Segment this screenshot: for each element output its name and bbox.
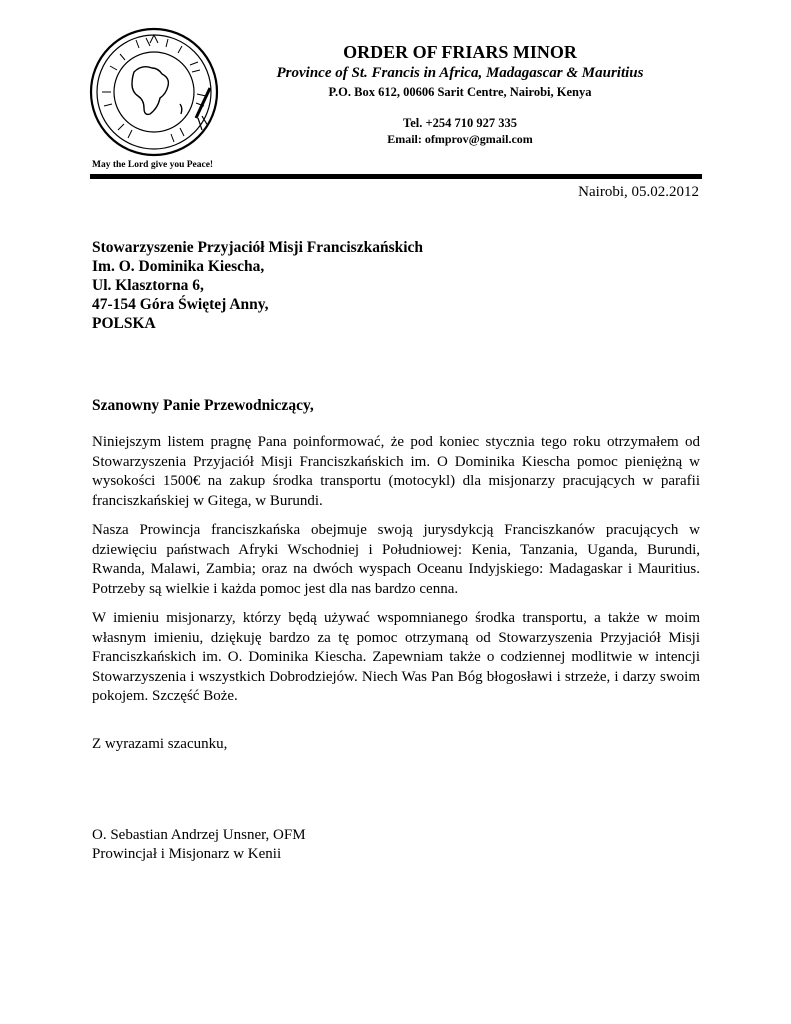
recipient-line: Stowarzyszenie Przyjaciół Misji Franciszkańskich <box>92 239 424 256</box>
recipient-line: Im. O. Dominika Kiescha, <box>92 258 265 275</box>
signer-title: Prowincjał i Misjonarz w Kenii <box>92 846 282 862</box>
body-paragraph: Niniejszym listem pragnę Pana poinformować, że pod koniec stycznia tego roku otrzymałem od Stowarzyszenia Przyjaciół Misji Franciszkańskich im. O Dominika Kiescha pomoc pieniężną w wysokości 1500€ na zakup środka transportu (motocykl) dla misjonarzy pracujących w parafii franciszkańskiej w Gitega, w Burundi. <box>92 434 700 509</box>
body-paragraph: W imieniu misjonarzy, którzy będą używać wspomnianego środka transportu, a także w moim własnym imieniu, dziękuję bardzo za tę pomoc otrzymaną od Stowarzyszenia Przyjaciół Misji Franciszkańskich im. O. Dominika Kiescha. Zapewniam także o codziennej modlitwie w intencji Stowarzyszenia i wszystkich Dobrodziejów. Niech Was Pan Bóg błogosławi i strzeże, i darzy swoim pokojem. Szczęść Boże. <box>92 610 700 704</box>
recipient-line: Ul. Klasztorna 6, <box>92 277 204 294</box>
header-divider <box>90 174 702 179</box>
body-paragraph: Nasza Prowincja franciszkańska obejmuje swoją jurysdykcją Franciszkanów pracujących w dziewięciu państwach Afryki Wschodniej i Południowej: Kenia, Tanzania, Uganda, Burundi, Rwanda, Malawi, Zambia; oraz na dwóch wyspach Oceanu Indyjskiego: Madagaskar i Mauritius. Potrzeby są wielkie i każda pomoc jest dla nas bardzo cenna. <box>92 522 700 597</box>
telephone: Tel. +254 710 927 335 <box>403 116 517 130</box>
salutation: Szanowny Panie Przewodniczący, <box>92 397 314 414</box>
recipient-line: POLSKA <box>92 315 156 332</box>
province-name: Province of St. Francis in Africa, Madagascar & Mauritius <box>276 65 644 81</box>
franciscan-seal-logo <box>88 26 220 158</box>
signature-block <box>92 826 306 864</box>
postal-address: P.O. Box 612, 00606 Sarit Centre, Nairobi, Kenya <box>328 85 592 99</box>
closing: Z wyrazami szacunku, <box>92 736 228 752</box>
letter-date: Nairobi, 05.02.2012 <box>578 184 699 200</box>
signer-name: O. Sebastian Andrzej Unsner, OFM <box>92 827 306 843</box>
recipient-line: 47-154 Góra Świętej Anny, <box>92 296 269 313</box>
recipient-address <box>92 238 423 333</box>
organization-name: ORDER OF FRIARS MINOR <box>343 42 577 62</box>
motto: May the Lord give you Peace! <box>92 160 214 170</box>
email-address: Email: ofmprov@gmail.com <box>387 132 533 146</box>
